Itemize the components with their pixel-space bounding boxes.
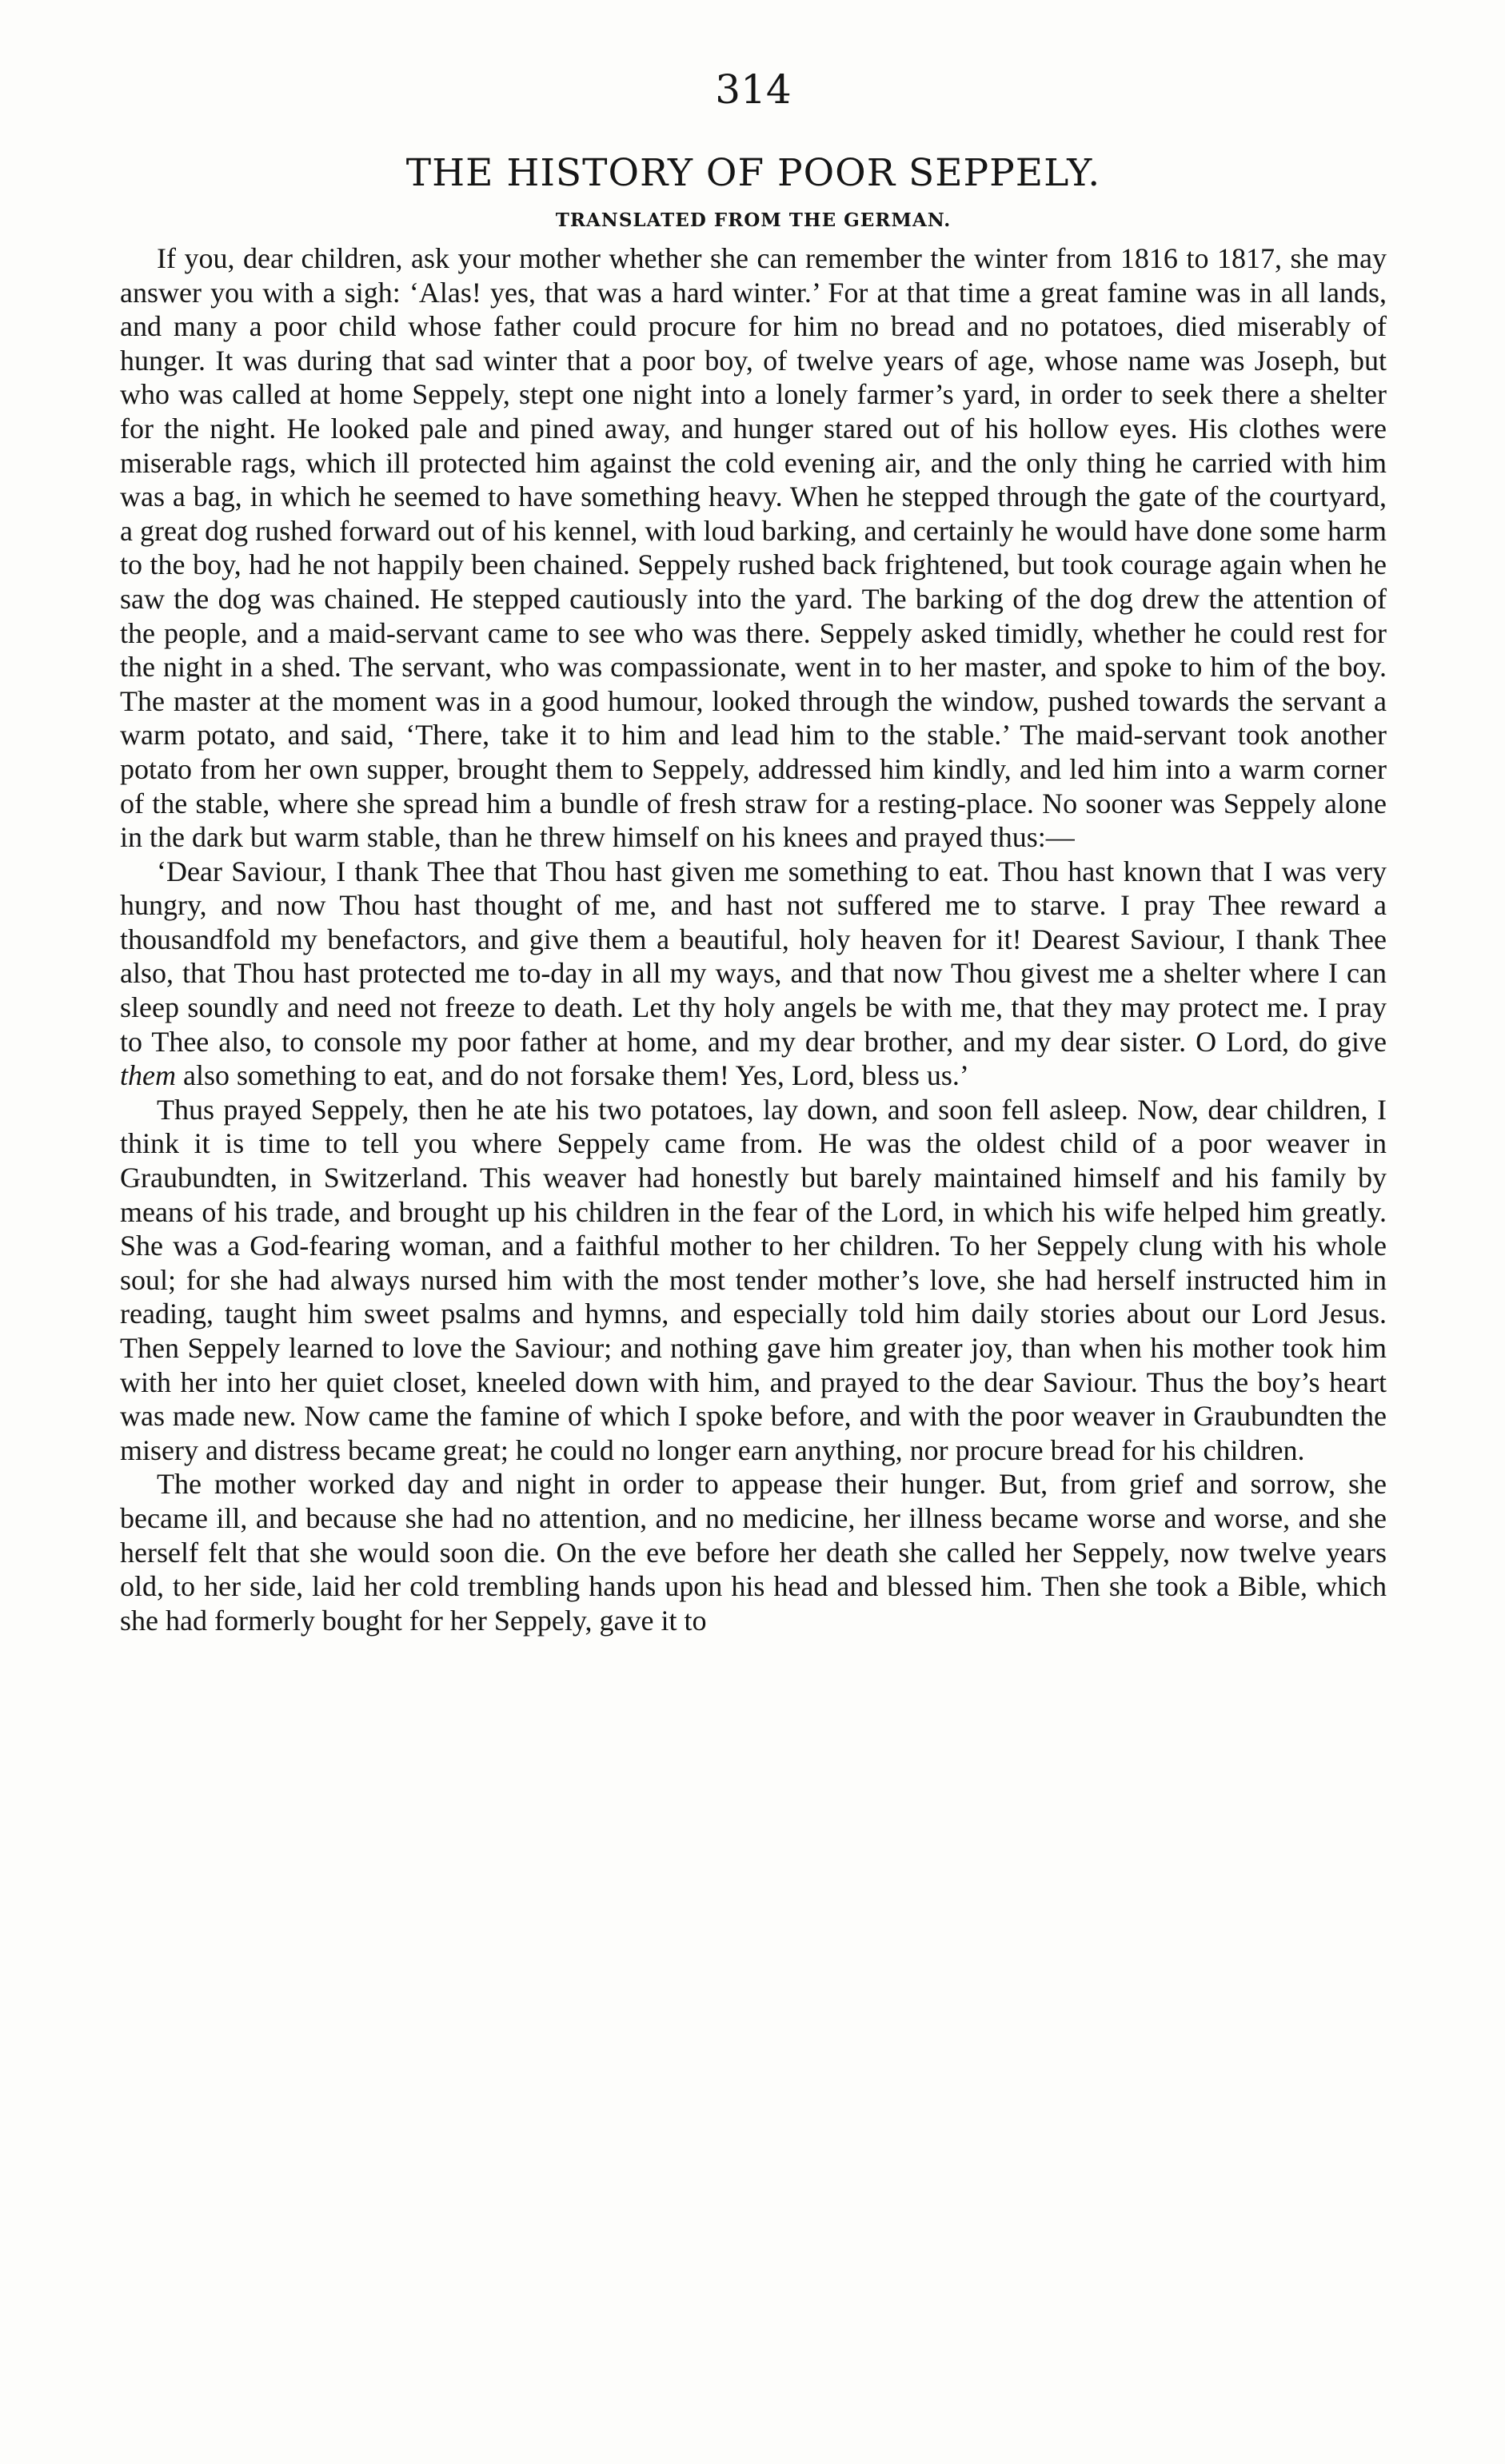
prayer-text-end: also something to eat, and do not forsake them! Yes, Lord, bless us.’	[175, 1059, 969, 1092]
paragraph-3: Thus prayed Seppely, then he ate his two potatoes, lay down, and soon fell asleep. Now, dear children, I think it is time to tell you where Seppely came from. He was the oldest child of a poor weaver in Graubundten, in Switzerland. This weaver had honestly but barely maintained himself and his family by means of his trade, and brought up his children in the fear of the Lord, in which his wife helped him greatly. She was a God-fearing woman, and a faithful mother to her children. To her Seppely clung with his whole soul; for she had always nursed him with the most tender mother’s love, she had herself instructed him in reading, taught him sweet psalms and hymns, and especially told him daily stories about our Lord Jesus. Then Seppely learned to love the Saviour; and nothing gave him greater joy, than when his mother took him with her into her quiet closet, kneeled down with him, and prayed to the dear Saviour. Thus the boy’s heart was made new. Now came the famine of which I spoke before, and with the poor weaver in Graubundten the misery and distress became great; he could no longer earn anything, nor procure bread for his children.	[120, 1093, 1387, 1466]
prayer-text-start: ‘Dear Saviour, I thank Thee that Thou hast given me something to eat. Thou hast known that I was very hungry, and now Thou hast thought of me, and hast not suffered me to starve. I pray Thee reward a thousandfold my benefactors, and give them a beautiful, holy heaven for it! Dearest Saviour, I thank Thee also, that Thou hast protected me to-day in all my ways, and that now Thou givest me a shelter where I can sleep soundly and need not freeze to death. Let thy holy angels be with me, that they may protect me. I pray to Thee also, to console my poor father at home, and my dear brother, and my dear sister. O Lord, do give	[120, 855, 1387, 1058]
paragraph-1: If you, dear children, ask your mother whether she can remember the winter from 1816 to 1817, she may answer you with a sigh: ‘Alas! yes, that was a hard winter.’ For at that time a great famine was in all lands, and many a poor child whose father could procure for him no bread and no potatoes, died miserably of hunger. It was during that sad winter that a poor boy, of twelve years of age, whose name was Joseph, but who was called at home Seppely, stept one night into a lonely farmer’s yard, in order to seek there a shelter for the night. He looked pale and pined away, and hunger stared out of his hollow eyes. His clothes were miserable rags, which ill protected him against the cold evening air, and the only thing he carried with him was a bag, in which he seemed to have something heavy. When he stepped through the gate of the courtyard, a great dog rushed forward out of his kennel, with loud barking, and certainly he would have done some harm to the boy, had he not happily been chained. Seppely rushed back frightened, but took courage again when he saw the dog was chained. He stepped cautiously into the yard. The barking of the dog drew the attention of the people, and a maid-servant came to see who was there. Seppely asked timidly, whether he could rest for the night in a shed. The servant, who was compassionate, went in to her master, and spoke to him of the boy. The master at the moment was in a good humour, looked through the window, pushed towards the servant a warm potato, and said, ‘There, take it to him and lead him to the stable.’ The maid-servant took another potato from her own supper, brought them to Seppely, addressed him kindly, and led him into a warm corner of the stable, where she spread him a bundle of fresh straw for a resting-place. No sooner was Seppely alone in the dark but warm stable, than he threw himself on his knees and prayed thus:—	[120, 242, 1387, 854]
chapter-title: THE HISTORY OF POOR SEPPELY.	[405, 151, 1101, 195]
chapter-subtitle: TRANSLATED FROM THE GERMAN.	[555, 209, 952, 231]
paragraph-4: The mother worked day and night in order to appease their hunger. But, from grief and sorrow, she became ill, and because she had no attention, and no medicine, her illness became worse and worse, and she herself felt that she would soon die. On the eve before her death she called her Seppely, now twelve years old, to her side, laid her cold trembling hands upon his head and blessed him. Then she took a Bible, which she had formerly bought for her Seppely, gave it to	[120, 1468, 1387, 1637]
prayer-emphasis: them	[120, 1059, 176, 1092]
prayer-paragraph	[120, 855, 1387, 1093]
page-number: 314	[715, 66, 792, 113]
